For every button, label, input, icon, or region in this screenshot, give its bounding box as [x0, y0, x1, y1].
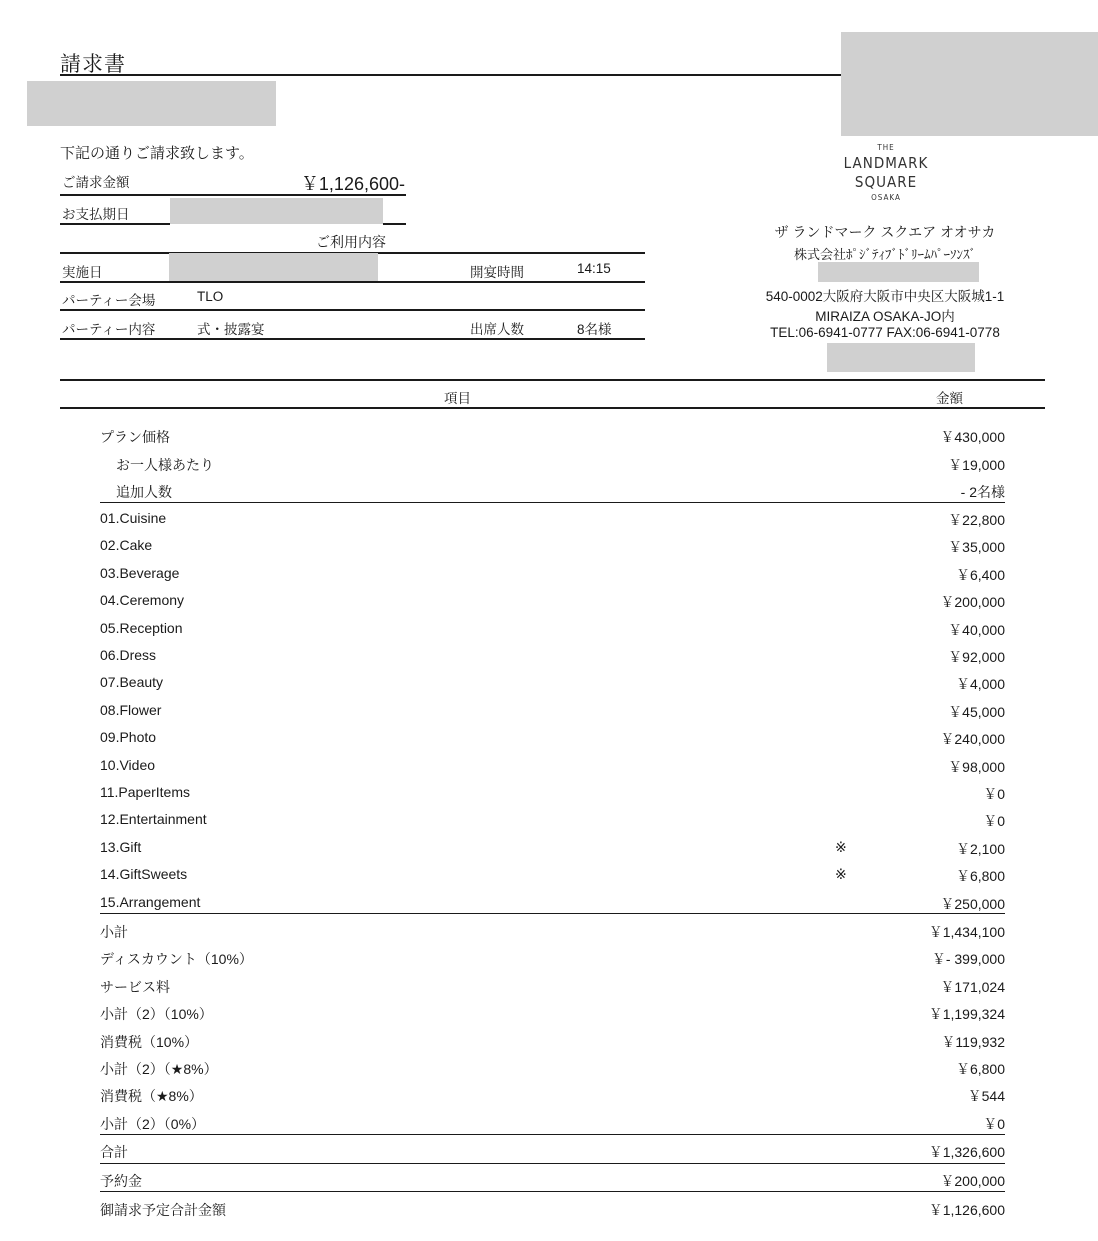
divider: [60, 194, 406, 196]
usage-heading: ご利用内容: [316, 234, 386, 250]
summary-row-label: 消費税（★8%）: [100, 1088, 203, 1105]
grand-total-label: 御請求予定合計金額: [100, 1202, 226, 1218]
divider: [60, 309, 645, 311]
start-time-value: 14:15: [577, 261, 611, 276]
summary-row: [100, 999, 1005, 1026]
reduced-tax-mark-icon: ※: [835, 838, 847, 855]
redacted-staff: [827, 343, 975, 372]
item-row: [100, 752, 1005, 779]
summary-row-label: 小計（2）（0%）: [100, 1115, 206, 1132]
summary-row: [100, 1081, 1005, 1108]
plan-row: [100, 477, 1005, 504]
item-row-amount: ￥250,000: [940, 895, 1005, 912]
plan-row-label: お一人様あたり: [116, 456, 214, 473]
summary-row: [100, 1027, 1005, 1054]
item-row-amount: ￥6,400: [955, 566, 1005, 583]
item-row-amount: ￥22,800: [948, 512, 1005, 528]
redacted-stamp: [841, 32, 1098, 136]
item-row-amount: ￥92,000: [948, 649, 1005, 665]
item-row: [100, 861, 1005, 888]
intro-text: 下記の通りご請求致します。: [60, 145, 254, 162]
total-row: [100, 1137, 1005, 1164]
reduced-tax-mark-icon: ※: [835, 866, 847, 883]
item-row: [100, 587, 1005, 614]
summary-row-label: 小計: [100, 924, 128, 940]
divider: [100, 1191, 1005, 1192]
summary-row-amount: ￥171,024: [940, 978, 1005, 995]
item-row-label: 08.Flower: [100, 701, 162, 718]
summary-row: [100, 1054, 1005, 1081]
item-row-amount: ￥200,000: [940, 594, 1005, 611]
table-top-border: [60, 379, 1045, 381]
summary-row-label: 小計（2）（10%）: [100, 1006, 213, 1023]
summary-row-label: サービス料: [100, 978, 170, 995]
item-row: [100, 697, 1005, 724]
company-name-kana: ザ ランドマーク スクエア オオサカ: [774, 224, 996, 240]
redacted-due-date: [170, 198, 383, 224]
summary-row-amount: ￥- 399,000: [931, 951, 1005, 968]
venue-label: パーティー会場: [62, 293, 156, 308]
item-row: [100, 642, 1005, 669]
summary-row-amount: ￥1,434,100: [928, 924, 1005, 940]
redacted-recipient: [27, 81, 276, 126]
deposit-amount: ￥200,000: [940, 1173, 1005, 1189]
divider: [60, 223, 170, 225]
summary-row-label: 小計（2）（★8%）: [100, 1061, 218, 1077]
start-time-label: 開宴時間: [470, 265, 524, 280]
item-row: [100, 505, 1005, 532]
item-row-label: 11.PaperItems: [100, 784, 191, 800]
attendees-label: 出席人数: [470, 322, 524, 337]
item-row-amount: ￥35,000: [948, 539, 1005, 556]
column-header-amount: 金額: [936, 391, 963, 406]
company-address: 540-0002大阪府大阪市中央区大阪城1-1: [765, 289, 1005, 304]
item-row-label: 13.Gift: [100, 838, 142, 855]
summary-row-label: ディスカウント（10%）: [100, 951, 253, 968]
divider: [60, 338, 645, 340]
item-row-label: 03.Beverage: [100, 564, 180, 581]
logo-line: SQUARE: [854, 173, 918, 191]
company-corp-name: 株式会社ﾎﾟｼﾞﾃｨﾌﾞﾄﾞﾘｰﾑﾊﾟｰｿﾝｽﾞ: [793, 247, 976, 262]
deposit-label: 予約金: [100, 1173, 142, 1189]
table-header-border: [60, 407, 1045, 409]
grand-total-row: [100, 1195, 1005, 1222]
item-row-amount: ￥40,000: [948, 621, 1005, 638]
summary-row-amount: ￥119,932: [941, 1033, 1005, 1050]
item-row: [100, 834, 1005, 861]
item-row-label: 02.Cake: [100, 537, 153, 554]
attendees-value: 8名様: [577, 322, 612, 337]
billing-amount-label: ご請求金額: [62, 175, 130, 190]
redacted-contact-person: [818, 262, 979, 282]
summary-row-label: 消費税（10%）: [100, 1033, 199, 1050]
plan-row: [100, 422, 1005, 449]
item-row: [100, 615, 1005, 642]
company-contact: TEL:06-6941-0777 FAX:06-6941-0778: [770, 325, 1000, 340]
item-row-amount: ￥240,000: [940, 731, 1005, 748]
item-row: [100, 806, 1005, 833]
item-row-label: 05.Reception: [100, 619, 183, 636]
divider: [383, 223, 406, 225]
plan-row-amount: - 2名様: [960, 484, 1005, 500]
summary-row: [100, 972, 1005, 999]
item-row: [100, 560, 1005, 587]
summary-row: [100, 917, 1005, 944]
item-row-amount: ￥98,000: [948, 758, 1005, 775]
item-row: [100, 532, 1005, 559]
summary-row-amount: ￥544: [967, 1088, 1005, 1105]
divider: [100, 1134, 1005, 1135]
plan-row-label: プラン価格: [100, 429, 170, 445]
total-label: 合計: [100, 1144, 128, 1160]
logo-line: THE: [877, 143, 895, 152]
item-row-label: 07.Beauty: [100, 674, 164, 691]
party-content-label: パーティー内容: [62, 322, 156, 337]
item-row-amount: ￥45,000: [948, 703, 1005, 720]
item-row-label: 04.Ceremony: [100, 592, 185, 609]
item-row-amount: ￥6,800: [955, 868, 1005, 885]
divider: [100, 502, 1005, 503]
divider: [60, 281, 645, 283]
event-date-label: 実施日: [62, 265, 103, 280]
item-row-label: 06.Dress: [100, 647, 157, 663]
item-row-amount: ￥0: [983, 813, 1005, 830]
summary-row: [100, 1109, 1005, 1136]
item-row: [100, 779, 1005, 806]
item-row: [100, 724, 1005, 751]
logo-line: OSAKA: [871, 193, 901, 202]
item-row: [100, 889, 1005, 916]
redacted-event-date: [169, 253, 378, 281]
item-row-amount: ￥0: [983, 786, 1005, 802]
divider: [100, 1163, 1005, 1164]
venue-value: TLO: [197, 289, 224, 304]
plan-row-amount: ￥430,000: [940, 429, 1005, 445]
divider: [100, 913, 1005, 914]
billing-amount-value: ￥1,126,600-: [300, 174, 405, 194]
summary-row-amount: ￥0: [983, 1115, 1005, 1132]
item-row-label: 14.GiftSweets: [100, 866, 188, 883]
logo-line: LANDMARK: [843, 154, 929, 172]
total-amount: ￥1,326,600: [928, 1144, 1005, 1160]
party-content-value: 式・披露宴: [197, 322, 265, 337]
plan-row-amount: ￥19,000: [948, 456, 1005, 473]
summary-row: [100, 944, 1005, 971]
item-row-label: 10.Video: [100, 756, 156, 773]
page-title: 請求書: [60, 53, 126, 76]
item-row: [100, 669, 1005, 696]
item-row-amount: ￥2,100: [955, 840, 1005, 857]
column-header-item: 項目: [444, 391, 471, 406]
deposit-row: [100, 1166, 1005, 1193]
item-row-label: 12.Entertainment: [100, 811, 207, 828]
plan-row: [100, 450, 1005, 477]
item-row-label: 01.Cuisine: [100, 510, 167, 526]
grand-total-amount: ￥1,126,600: [928, 1202, 1005, 1218]
company-logo: [830, 142, 942, 204]
item-row-amount: ￥4,000: [955, 676, 1005, 693]
item-row-label: 09.Photo: [100, 729, 157, 746]
company-building: MIRAIZA OSAKA-JO内: [815, 309, 955, 324]
summary-row-amount: ￥1,199,324: [928, 1006, 1005, 1023]
plan-row-label: 追加人数: [116, 484, 172, 500]
item-row-label: 15.Arrangement: [100, 893, 201, 910]
summary-row-amount: ￥6,800: [955, 1061, 1005, 1077]
due-date-label: お支払期日: [62, 207, 130, 222]
title-underline: [60, 74, 842, 76]
